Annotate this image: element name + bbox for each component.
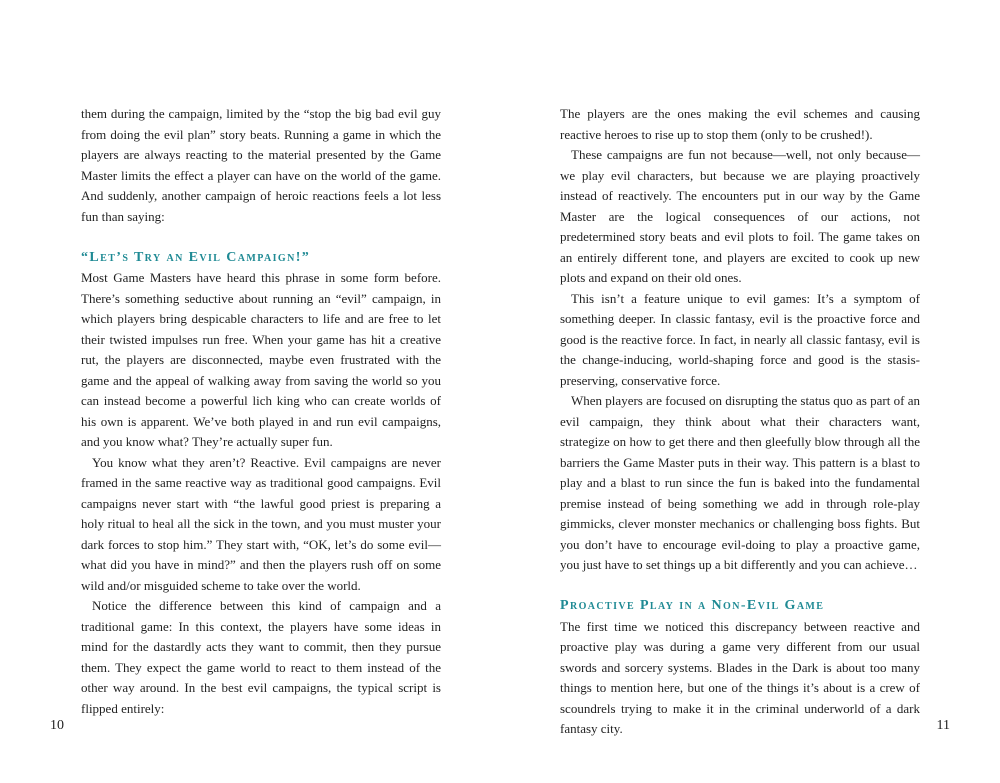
body-paragraph: The first time we noticed this discrepancy between reactive and proactive play was during a game very different from our usual swords and sorcery systems. Blades in the Dark is about too many things to mention here, but one of the things it’s about is a crew of scoundrels trying to make it in the criminal underworld of a dark fantasy city. — [560, 618, 920, 736]
right-text-column — [560, 104, 920, 740]
body-paragraph: When players are focused on disrupting the status quo as part of an evil campaign, they think about what their characters want, strategize on how to get there and then gleefully blow through all the barriers the Game Master puts in their way. This pattern is a blast to play and a blast to run since the fun is baked into the fundamental premise instead of being something we add in through role-play gimmicks, clever monster mechanics or challenging boss fights. But you don’t have to encourage evil-doing to play a proactive game, you just have to set things up a bit differently and you can achieve… — [560, 393, 920, 572]
right-page — [500, 0, 1000, 783]
body-paragraph: Notice the difference between this kind of campaign and a traditional game: In this context, the players have some ideas in mind for the dastardly acts they want to commit, then they pursue them. They expect the game world to react to them instead of the other way around. In the best evil campaigns, the typical script is flipped entirely: — [81, 598, 441, 716]
body-paragraph: This isn’t a feature unique to evil games: It’s a symptom of something deeper. In classic fantasy, evil is the proactive force and good is the reactive force. In fact, in nearly all classic fantasy, evil is the change-inducing, world-shaping force and good is the stasis-preserving, conservative force. — [560, 290, 920, 388]
section-heading: “Let’s Try an Evil Campaign!” — [81, 249, 311, 265]
body-paragraph: them during the campaign, limited by the “stop the big bad evil guy from doing the evil plan” story beats. Running a game in which the players are always reacting to the material presented by the Game Master limits the effect a player can have on the world of the game. And suddenly, another campaign of heroic reactions feels a lot less fun than saying: — [81, 106, 441, 224]
body-paragraph: The players are the ones making the evil schemes and causing reactive heroes to rise up to stop them (only to be crushed!). — [560, 106, 920, 142]
page-number: 11 — [936, 718, 950, 733]
body-paragraph: Most Game Masters have heard this phrase in some form before. There’s something seductive about running an “evil” campaign, in which players bring despicable characters to life and are free to let their twisted impulses run free. When your game has hit a creative rut, the players are disconnected, maybe even frustrated with the game and the appeal of walking away from saving the world so you can instead become a powerful lich king who can create worlds of his own is apparent. We’ve both played in and run evil campaigns, and you know what? They’re actually super fun. — [81, 270, 441, 449]
section-heading: Proactive Play in a Non-Evil Game — [560, 598, 825, 613]
left-text-column — [81, 104, 441, 719]
body-paragraph: You know what they aren’t? Reactive. Evil campaigns are never framed in the same reactive way as traditional good campaigns. Evil campaigns never start with “the lawful good priest is preparing a holy ritual to heal all the sick in the town, and you must muster your dark forces to stop him.” They start with, “OK, let’s do some evil—what did you have in mind?” and then the players rush off on some wild and/or misguided scheme to take over the world. — [81, 454, 441, 593]
page-number: 10 — [50, 718, 64, 733]
body-paragraph: These campaigns are fun not because—well, not only because—we play evil characters, but because we are playing proactively instead of reactively. The encounters put in our way by the Game Master are the logical consequences of our actions, not predetermined story beats and evil plots to foil. The game takes on an entirely different tone, and players are excited to cook up new plots and expand on their old ones. — [560, 147, 920, 285]
